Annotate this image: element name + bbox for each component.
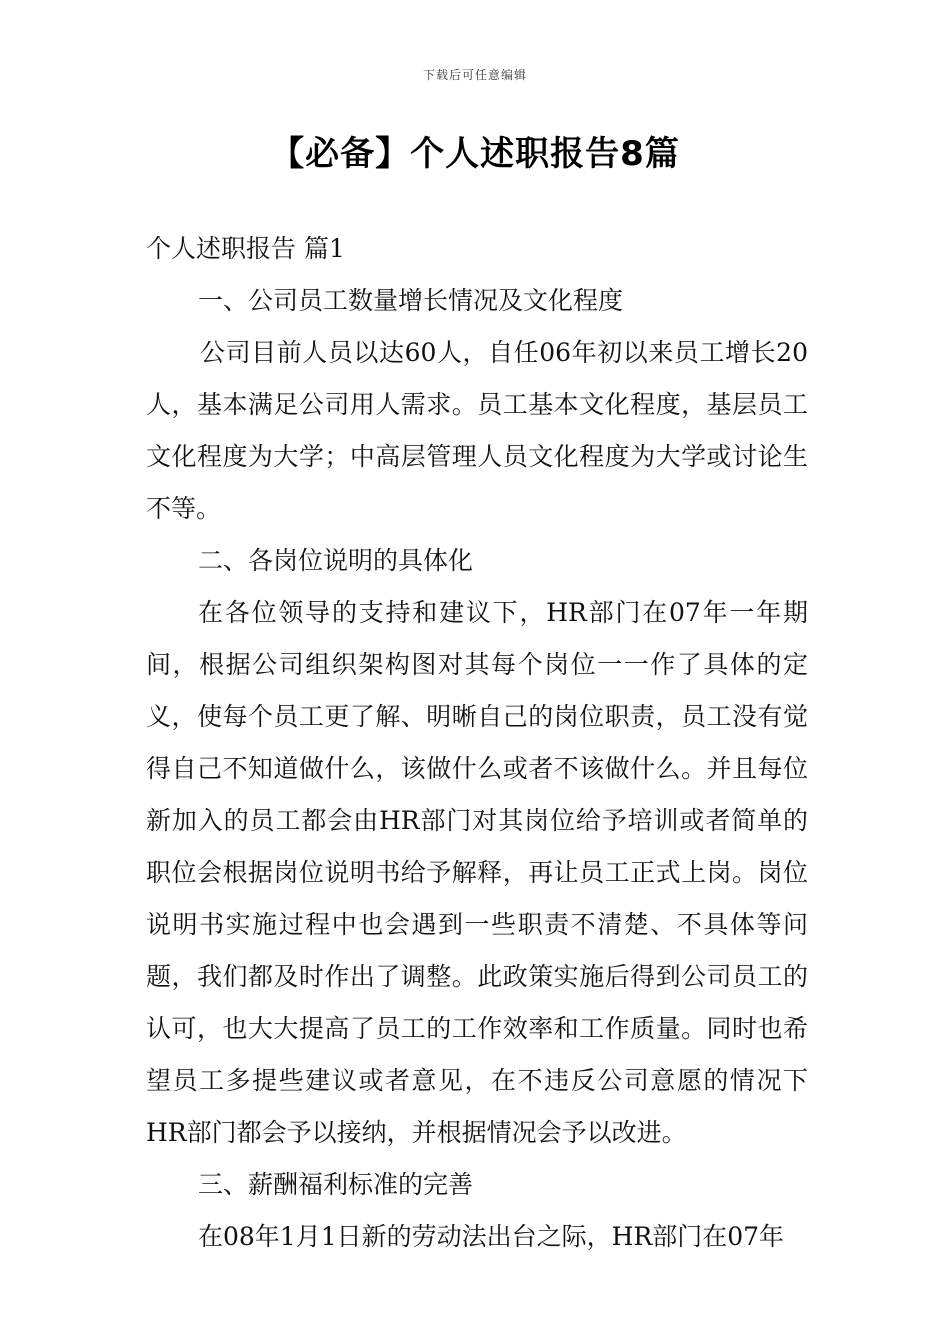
paragraph-3: 在08年1月1日新的劳动法出台之际，HR部门在07年 <box>198 1222 785 1251</box>
document-title: 【必备】个人述职报告8篇 <box>270 134 680 174</box>
header-note: 下载后可任意编辑 <box>422 68 527 82</box>
subheading-3: 三、薪酬福利标准的完善 <box>198 1170 474 1199</box>
paragraph-1: 公司目前人员以达60人，自任06年初以来员工增长20人，基本满足公司用人需求。员工基本文化程度，基层员工文化程度为大学；中高层管理人员文化程度为大学或讨论生不等。 <box>146 338 808 523</box>
section-heading-part1: 个人述职报告 篇1 <box>146 234 345 263</box>
paragraph-2: 在各位领导的支持和建议下，HR部门在07年一年期间，根据公司组织架构图对其每个岗位一一作了具体的定义，使每个员工更了解、明晰自己的岗位职责，员工没有觉得自己不知道做什么，该做什么或者不该做什么。并且每位新加入的员工都会由HR部门对其岗位给予培训或者简单的职位会根据岗位说明书给予解释，再让员工正式上岗。岗位说明书实施过程中也会遇到一些职责不清楚、不具体等问题，我们都及时作出了调整。此政策实施后得到公司员工的认可，也大大提高了员工的工作效率和工作质量。同时也希望员工多提些建议或者意见，在不违反公司意愿的情况下HR部门都会予以接纳，并根据情况会予以改进。 <box>146 598 808 1147</box>
subheading-1: 一、公司员工数量增长情况及文化程度 <box>198 286 624 315</box>
document-body <box>146 223 808 1263</box>
subheading-2: 二、各岗位说明的具体化 <box>198 546 474 575</box>
